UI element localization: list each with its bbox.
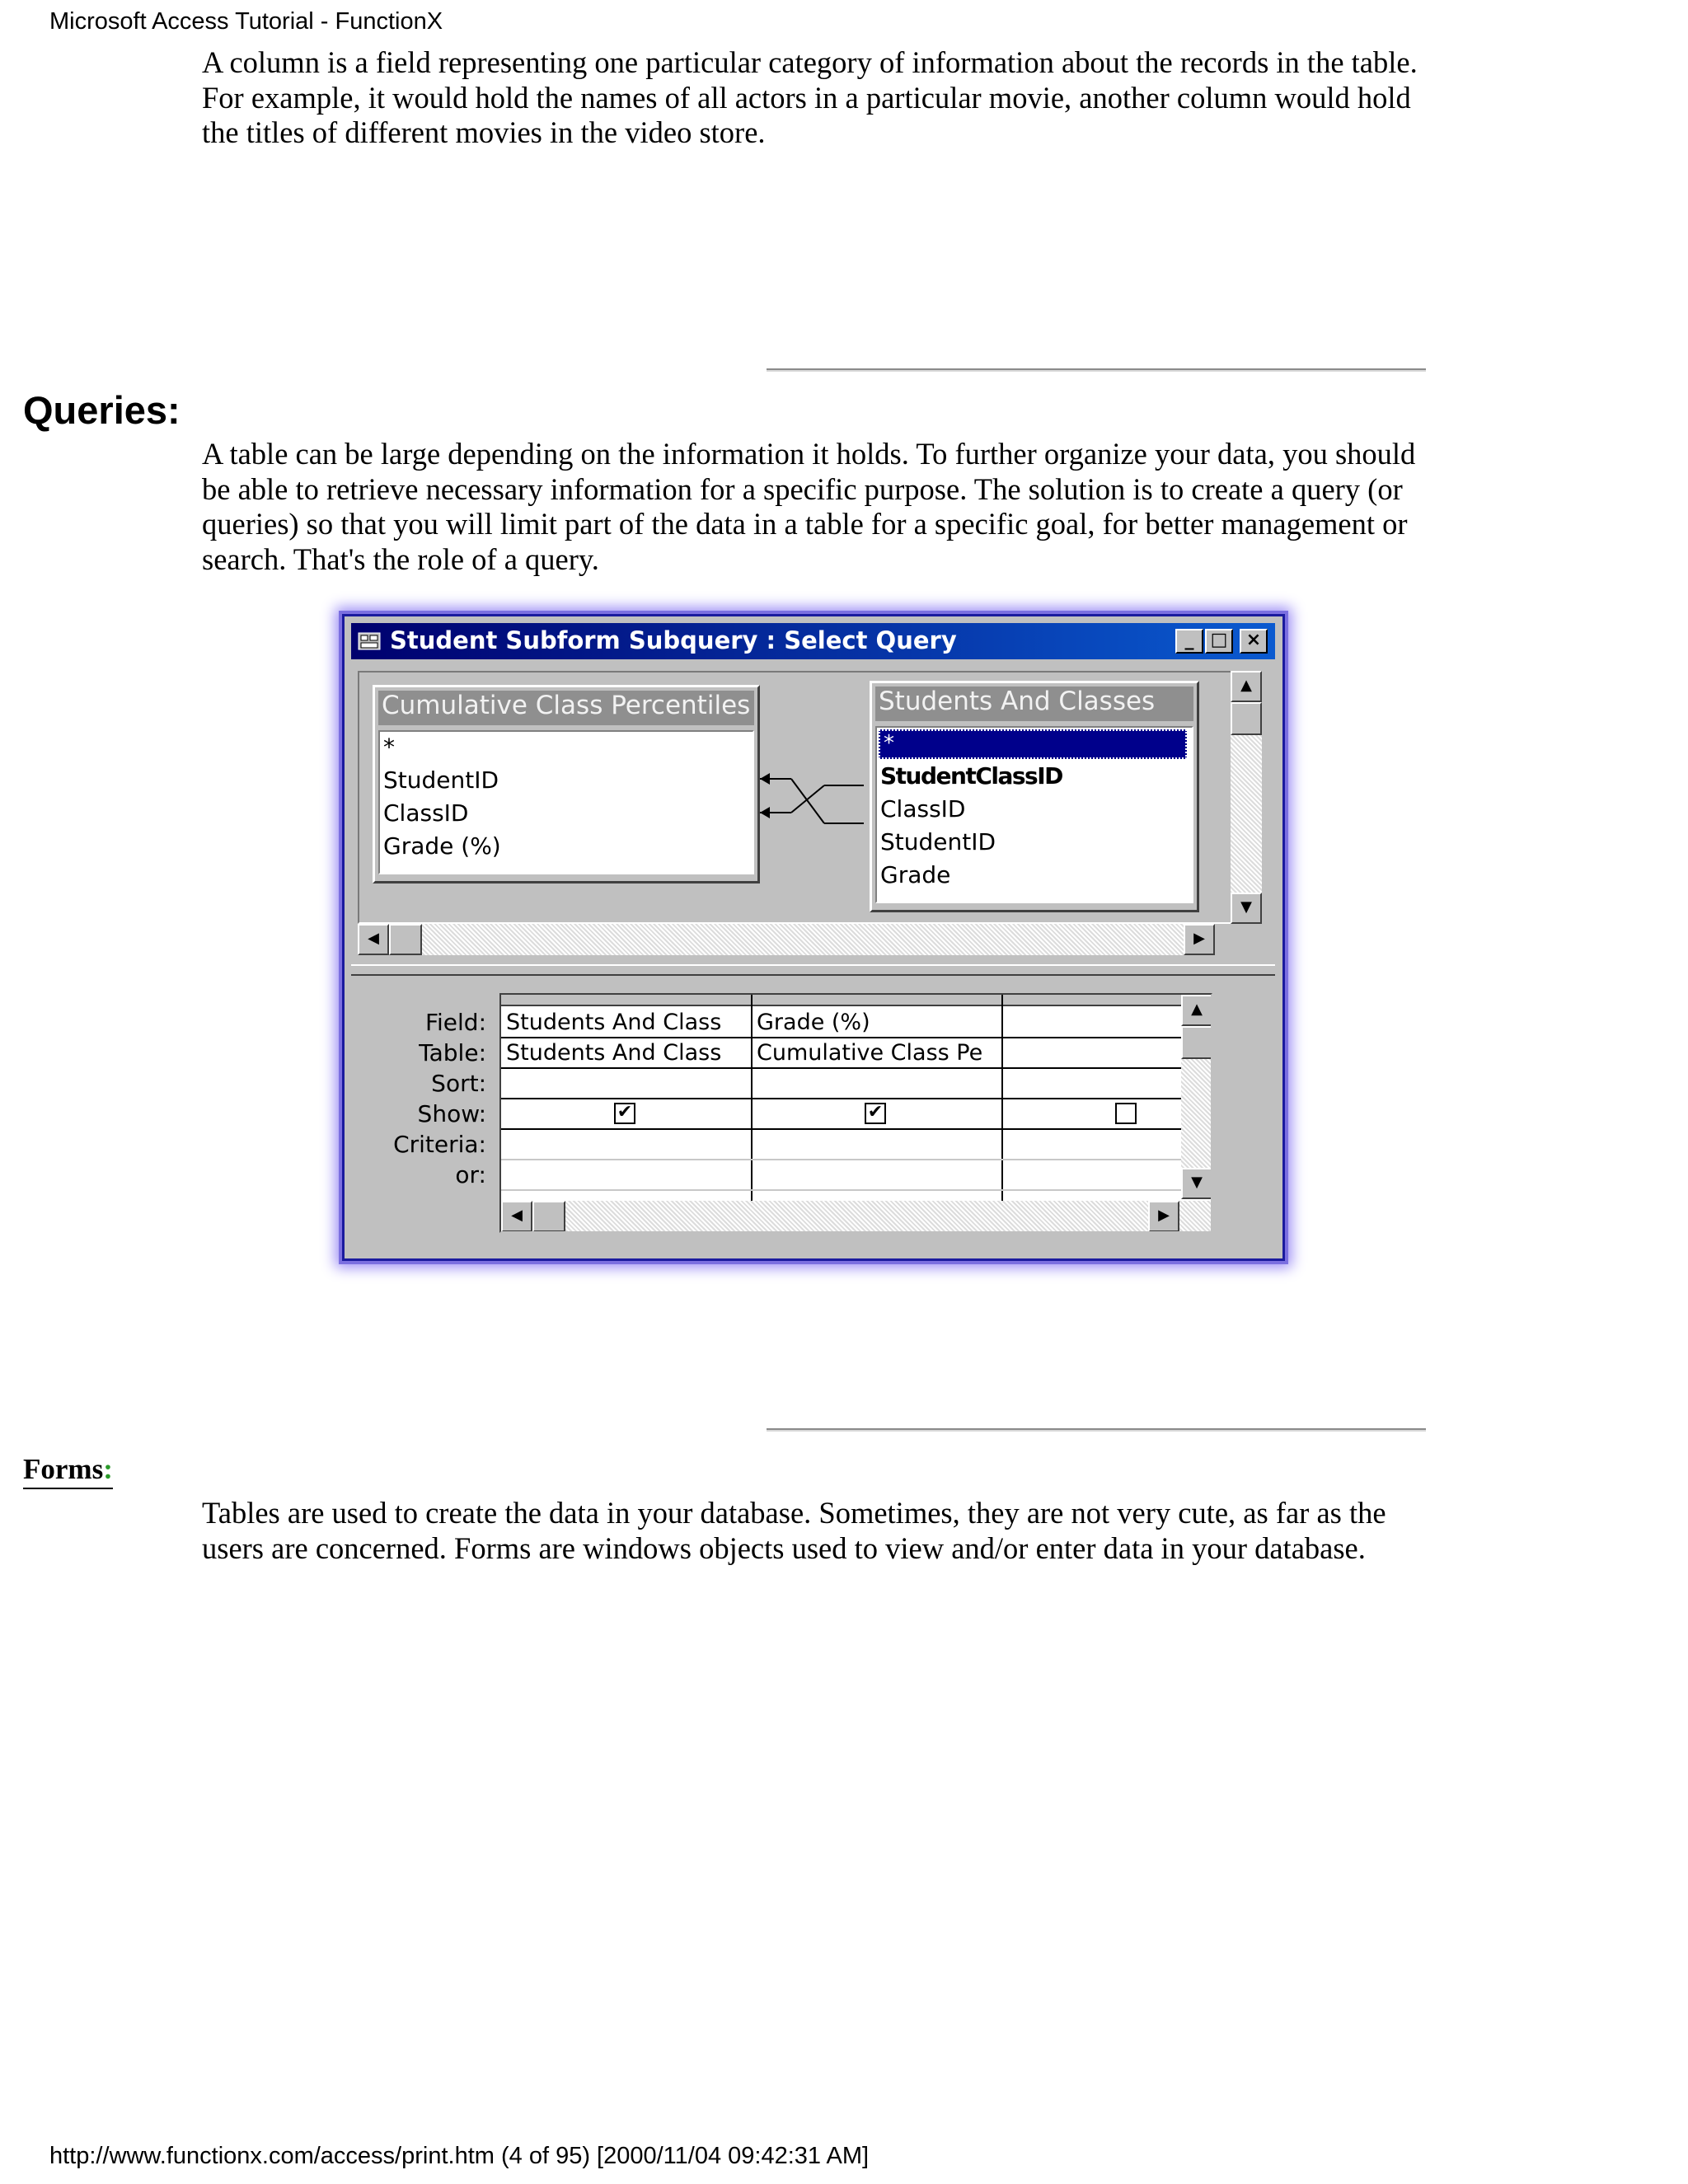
page-header: Microsoft Access Tutorial - FunctionX: [49, 8, 443, 35]
field-list-item[interactable]: StudentID: [383, 766, 499, 794]
scroll-thumb[interactable]: [532, 1201, 565, 1232]
pane-splitter[interactable]: [351, 964, 1275, 976]
field-list-item-selected[interactable]: *: [879, 729, 1187, 759]
divider: [767, 368, 1426, 372]
field-list-title: Students And Classes: [875, 687, 1193, 721]
table-pane: [358, 671, 1234, 924]
field-list-title: Cumulative Class Percentiles: [378, 691, 754, 725]
scroll-up-arrow-icon[interactable]: ▲: [1181, 995, 1212, 1026]
field-list-item[interactable]: ClassID: [880, 795, 966, 823]
row-label-show: Show:: [417, 1100, 486, 1127]
grid-cell-table[interactable]: Students And Class: [506, 1040, 722, 1066]
field-list-body: [875, 726, 1193, 903]
row-label-or: or:: [455, 1161, 486, 1188]
upper-horizontal-scrollbar[interactable]: [358, 924, 1215, 955]
scroll-up-arrow-icon[interactable]: ▲: [1231, 671, 1262, 702]
field-list-item[interactable]: Grade (%): [383, 832, 501, 860]
intro-paragraph: A column is a field representing one particular category of information about the records in the table. For example, it would hold the names of all actors in a particular movie, another column would hold the titles of different movies in the video store.: [202, 45, 1418, 149]
grid-horizontal-scrollbar[interactable]: [501, 1201, 1212, 1232]
forms-paragraph: Tables are used to create the data in your database. Sometimes, they are not very cute, as far as the users are concerned. Forms are windows objects used to view and/or enter data in your database.: [202, 1496, 1386, 1565]
window-title: Student Subform Subquery : Select Query: [390, 626, 957, 654]
queries-paragraph: A table can be large depending on the information it holds. To further organize your data, you should be able to retrieve necessary information for a specific purpose. The solution is to create a query (or queries) so that you will limit part of the data in a table for a specific goal, for better management or search. That's the role of a query.: [202, 437, 1416, 576]
show-checkbox[interactable]: [1115, 1103, 1137, 1124]
forms-heading: [23, 1453, 113, 1489]
scroll-down-arrow-icon[interactable]: ▼: [1231, 893, 1262, 924]
minimize-button[interactable]: _: [1175, 629, 1203, 654]
query-design-grid[interactable]: [499, 993, 1212, 1233]
scroll-down-arrow-icon[interactable]: ▼: [1181, 1168, 1212, 1199]
page-footer: http://www.functionx.com/access/print.htm (4 of 95) [2000/11/04 09:42:31 AM]: [49, 2143, 870, 2169]
field-list-students-and-classes[interactable]: [870, 681, 1199, 912]
grid-cell-field[interactable]: Grade (%): [757, 1010, 870, 1035]
divider: [767, 1428, 1426, 1432]
scroll-thumb[interactable]: [389, 924, 422, 955]
field-list-body: [378, 730, 754, 874]
row-label-sort: Sort:: [431, 1070, 486, 1097]
queries-heading: Queries:: [23, 388, 181, 432]
forms-heading-text: Forms: [23, 1453, 104, 1485]
row-label-criteria: Criteria:: [393, 1131, 486, 1158]
field-list-cumulative-class-percentiles[interactable]: [373, 685, 760, 883]
field-list-item[interactable]: ClassID: [383, 799, 469, 827]
grid-cell-field[interactable]: Students And Class: [506, 1010, 722, 1035]
field-list-item[interactable]: StudentID: [880, 828, 996, 855]
scroll-right-arrow-icon[interactable]: ▶: [1184, 924, 1215, 955]
field-list-item[interactable]: Grade: [880, 861, 951, 888]
scroll-right-arrow-icon[interactable]: ▶: [1148, 1201, 1179, 1232]
maximize-button[interactable]: □: [1205, 629, 1233, 654]
query-window[interactable]: [342, 614, 1285, 1261]
scroll-left-arrow-icon[interactable]: ◀: [501, 1201, 532, 1232]
show-checkbox[interactable]: ✔: [865, 1103, 886, 1124]
scroll-thumb[interactable]: [1231, 702, 1262, 735]
grid-cell-table[interactable]: Cumulative Class Pe: [757, 1040, 983, 1066]
window-titlebar[interactable]: [351, 623, 1275, 659]
scroll-thumb[interactable]: [1181, 1026, 1212, 1059]
query-icon: [358, 632, 381, 650]
row-label-field: Field:: [424, 1009, 486, 1036]
forms-heading-colon: :: [103, 1453, 113, 1485]
close-button[interactable]: ×: [1240, 629, 1268, 654]
field-list-item[interactable]: StudentClassID: [880, 762, 1062, 790]
show-checkbox[interactable]: ✔: [614, 1103, 635, 1124]
scroll-left-arrow-icon[interactable]: ◀: [358, 924, 389, 955]
field-list-item[interactable]: *: [383, 733, 395, 761]
row-label-table: Table:: [419, 1039, 486, 1066]
